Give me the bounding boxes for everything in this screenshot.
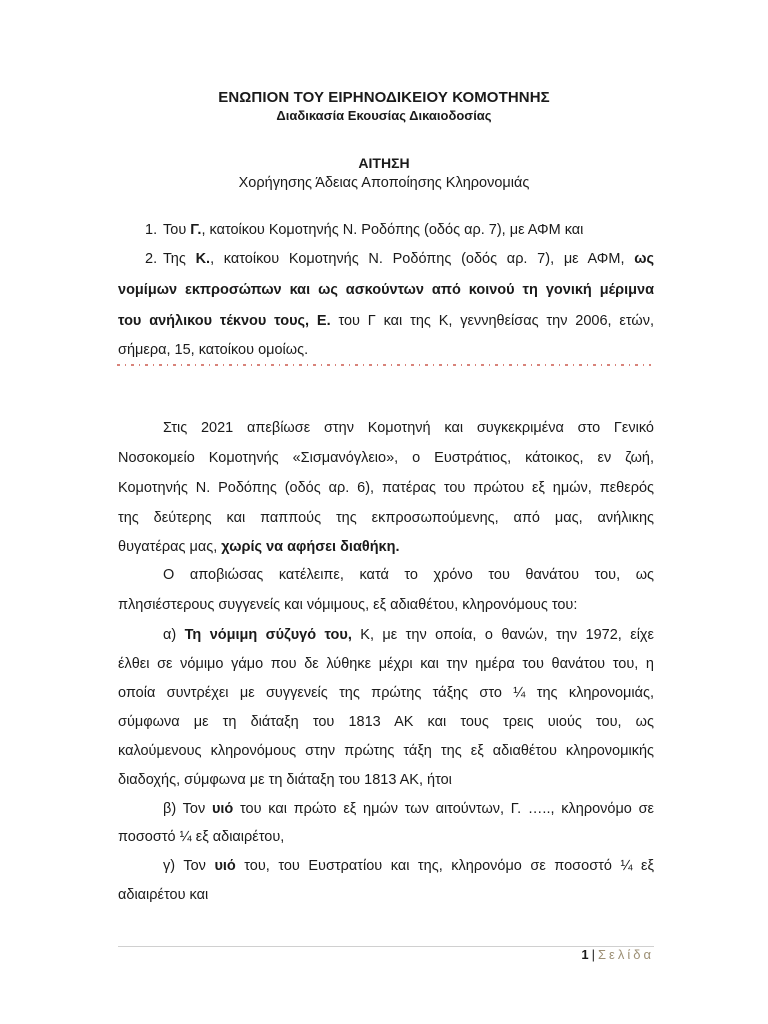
party-2-number: 2.	[145, 251, 158, 267]
party-2-name: Κ.	[195, 251, 211, 267]
item-b-line-1: β) Τον υιό του και πρώτο εξ ημών των αιτούντων, Γ. ….., κληρονόμο σε	[163, 801, 655, 817]
para-1-line-4: της δεύτερης και παππούς της εκπροσωπούμενης, από μας, ανήλικης	[118, 510, 654, 526]
para-1-line-1: Στις 2021 απεβίωσε στην Κομοτηνή και συγκεκριμένα στο Γενικό	[163, 420, 654, 436]
dotted-separator	[117, 360, 651, 370]
para-1-line-2: Νοσοκομείο Κομοτηνής «Σισμανόγλειο», ο Ευστράτιος, κάτοικος, εν ζωή,	[118, 450, 654, 466]
court-heading: ΕΝΩΠΙΟΝ ΤΟΥ ΕΙΡΗΝΟΔΙΚΕΙΟΥ ΚΟΜΟΤΗΝΗΣ	[218, 89, 550, 106]
document-type-heading: ΑΙΤΗΣΗ	[358, 155, 410, 171]
item-c-line-2: αδιαιρέτου και	[118, 887, 209, 903]
item-a-line-2: έλθει σε νόμιμο γάμο που δε λύθηκε μέχρι και την ημέρα του θανάτου του, η	[118, 656, 654, 672]
page-number: 1	[581, 947, 589, 962]
party-2-line-3: του ανήλικου τέκνου τους, Ε. του Γ και της Κ, γεννηθείσας την 2006, ετών,	[118, 313, 654, 329]
document-subject: Χορήγησης Άδειας Αποποίησης Κληρονομιάς	[238, 175, 530, 191]
para-1-line-3: Κομοτηνής Ν. Ροδόπης (οδός αρ. 6), πατέρας του πρώτου εξ ημών, πεθερός	[118, 480, 654, 496]
item-a-line-6: διαδοχής, σύμφωνα με τη διάταξη του 1813 ΑΚ, ήτοι	[118, 772, 452, 788]
page-footer	[581, 947, 654, 962]
party-2-line-2: νομίμων εκπροσώπων και ως ασκούντων από κοινού τη γονική μέριμνα	[118, 282, 654, 298]
footer-separator: |	[591, 947, 596, 962]
para-2-line-1: Ο αποβιώσας κατέλειπε, κατά το χρόνο του θανάτου του, ως	[163, 567, 654, 583]
para-1-line-5: θυγατέρας μας, χωρίς να αφήσει διαθήκη.	[118, 539, 400, 555]
party-2-line-4: σήμερα, 15, κατοίκου ομοίως.	[118, 342, 309, 358]
spouse-phrase: Τη νόμιμη σύζυγό του,	[184, 627, 352, 643]
party-1-line: Του Γ., κατοίκου Κομοτηνής Ν. Ροδόπης (οδός αρ. 7), με ΑΦΜ και	[163, 222, 584, 238]
page-word: Σελίδα	[598, 947, 654, 962]
item-a-line-3: οποία συντρέχει με συγγενείς της πρώτης τάξης στο ¼ της κληρονομιάς,	[118, 685, 654, 701]
party-1-number: 1.	[145, 222, 158, 238]
item-b-line-2: ποσοστό ¼ εξ αδιαιρέτου,	[118, 829, 285, 845]
item-c-line-1: γ) Τον υιό του, του Ευστρατίου και της, κληρονόμο σε ποσοστό ¼ εξ	[163, 858, 655, 874]
party-2-line-1: Της Κ., κατοίκου Κομοτηνής Ν. Ροδόπης (οδός αρ. 7), με ΑΦΜ, ως	[163, 251, 654, 267]
item-a-line-1: α) Τη νόμιμη σύζυγό του, Κ, με την οποία, ο θανών, την 1972, είχε	[163, 627, 655, 643]
no-will-phrase: χωρίς να αφήσει διαθήκη.	[221, 539, 400, 555]
footer-rule	[118, 946, 654, 947]
item-a-line-4: σύμφωνα με τη διάταξη του 1813 ΑΚ και τους τρεις υιούς του, ως	[118, 714, 654, 730]
procedure-subheading: Διαδικασία Εκουσίας Δικαιοδοσίας	[276, 108, 492, 123]
item-a-line-5: καλούμενους κληρονόμους στην πρώτης τάξη της εξ αδιαθέτου κληρονομικής	[118, 743, 654, 759]
party-1-name: Γ.	[190, 222, 202, 238]
para-2-line-2: πλησιέστερους συγγενείς και νόμιμους, εξ αδιαθέτου, κληρονόμους του:	[118, 597, 578, 613]
